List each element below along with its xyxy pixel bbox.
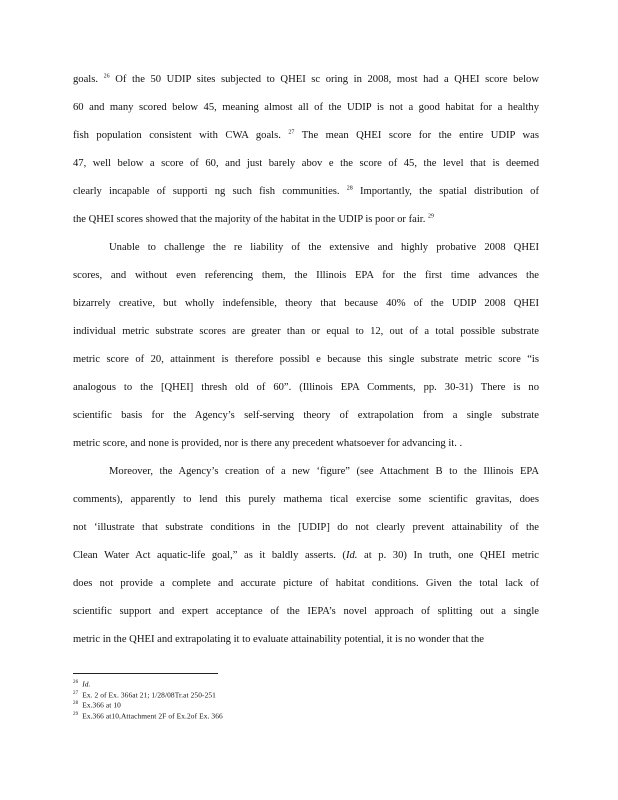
body-line: scientific basis for the Agency’s self-serving theory of extrapolation from a single substrate xyxy=(73,410,539,421)
footnote-text: Id. xyxy=(82,679,91,689)
footnote-number: 28 xyxy=(73,701,79,706)
body-line: 47, well below a score of 60, and just barely abov e the score of 45, the level that is deemed xyxy=(73,158,539,169)
body-line: Moreover, the Agency’s creation of a new ‘figure” (see Attachment B to the Illinois EPA xyxy=(109,466,539,477)
body-line: 60 and many scored below 45, meaning almost all of the UDIP is not a good habitat for a healthy xyxy=(73,102,539,113)
body-line: metric score, and none is provided, nor is there any precedent whatsoever for advancing it. . xyxy=(73,438,463,449)
body-line: scores, and without even referencing them, the Illinois EPA for the first time advances the xyxy=(73,270,539,281)
body-line: metric in the QHEI and extrapolating it to evaluate attainability potential, it is no wonder that the xyxy=(73,634,484,645)
footnote-text: Ex. 2 of Ex. 366at 21; 1/28/08Tr.at 250-251 xyxy=(82,690,216,700)
footnote xyxy=(73,699,121,710)
footnote-ref: 27 xyxy=(288,129,295,136)
body-line: Unable to challenge the re liability of the extensive and highly probative 2008 QHEI xyxy=(109,242,539,253)
body-line: individual metric substrate scores are greater than or equal to 12, out of a total possible substrate xyxy=(73,326,539,337)
body-line: fish population consistent with CWA goals. $^{27}$ The mean QHEI score for the entire UDIP was xyxy=(73,129,539,141)
body-line: goals. $^{26}$ Of the 50 UDIP sites subjected to QHEI sc oring in 2008, most had a QHEI score below xyxy=(73,73,539,85)
footnote-ref: 29 xyxy=(428,213,435,220)
body-line: does not provide a complete and accurate picture of habitat conditions. Given the total lack of xyxy=(73,578,539,589)
footnote-number: 26 xyxy=(73,680,79,685)
body-line: the QHEI scores showed that the majority of the habitat in the UDIP is poor or fair. $^{29}$ xyxy=(73,213,435,225)
body-line: Clean Water Act aquatic-life goal,” as it baldly asserts. (Id. at p. 30) In truth, one QHEI metric xyxy=(73,550,539,561)
footnote-text: Ex.366 at 10 xyxy=(82,700,121,710)
body-line: clearly incapable of supporti ng such fish communities. $^{28}$ Importantly, the spatial distribution of xyxy=(73,185,539,197)
footnote-text: Ex.366 at10,Attachment 2F of Ex.2of Ex. 366 xyxy=(82,711,223,721)
footnote-ref: 28 xyxy=(346,185,353,192)
body-line: bizarrely creative, but wholly indefensible, theory that because 40% of the UDIP 2008 QHEI xyxy=(73,298,539,309)
footnote-number: 29 xyxy=(73,712,79,717)
footnote-separator xyxy=(73,673,218,674)
body-line: analogous to the [QHEI] thresh old of 60”. (Illinois EPA Comments, pp. 30-31) There is no xyxy=(73,382,539,393)
footnote xyxy=(73,678,91,689)
footnote xyxy=(73,710,223,721)
body-line: metric score of 20, attainment is therefore possibl e because this single substrate metric score “is xyxy=(73,354,539,365)
body-line: comments), apparently to lend this purely mathema tical exercise some scientific gravitas, does xyxy=(73,494,539,505)
footnote-number: 27 xyxy=(73,691,79,696)
body-line: not ‘illustrate that substrate conditions in the [UDIP] do not clearly prevent attainability of the xyxy=(73,522,539,533)
footnote-ref: 26 xyxy=(103,73,110,80)
body-line: scientific support and expert acceptance of the IEPA’s novel approach of splitting out a single xyxy=(73,606,539,617)
